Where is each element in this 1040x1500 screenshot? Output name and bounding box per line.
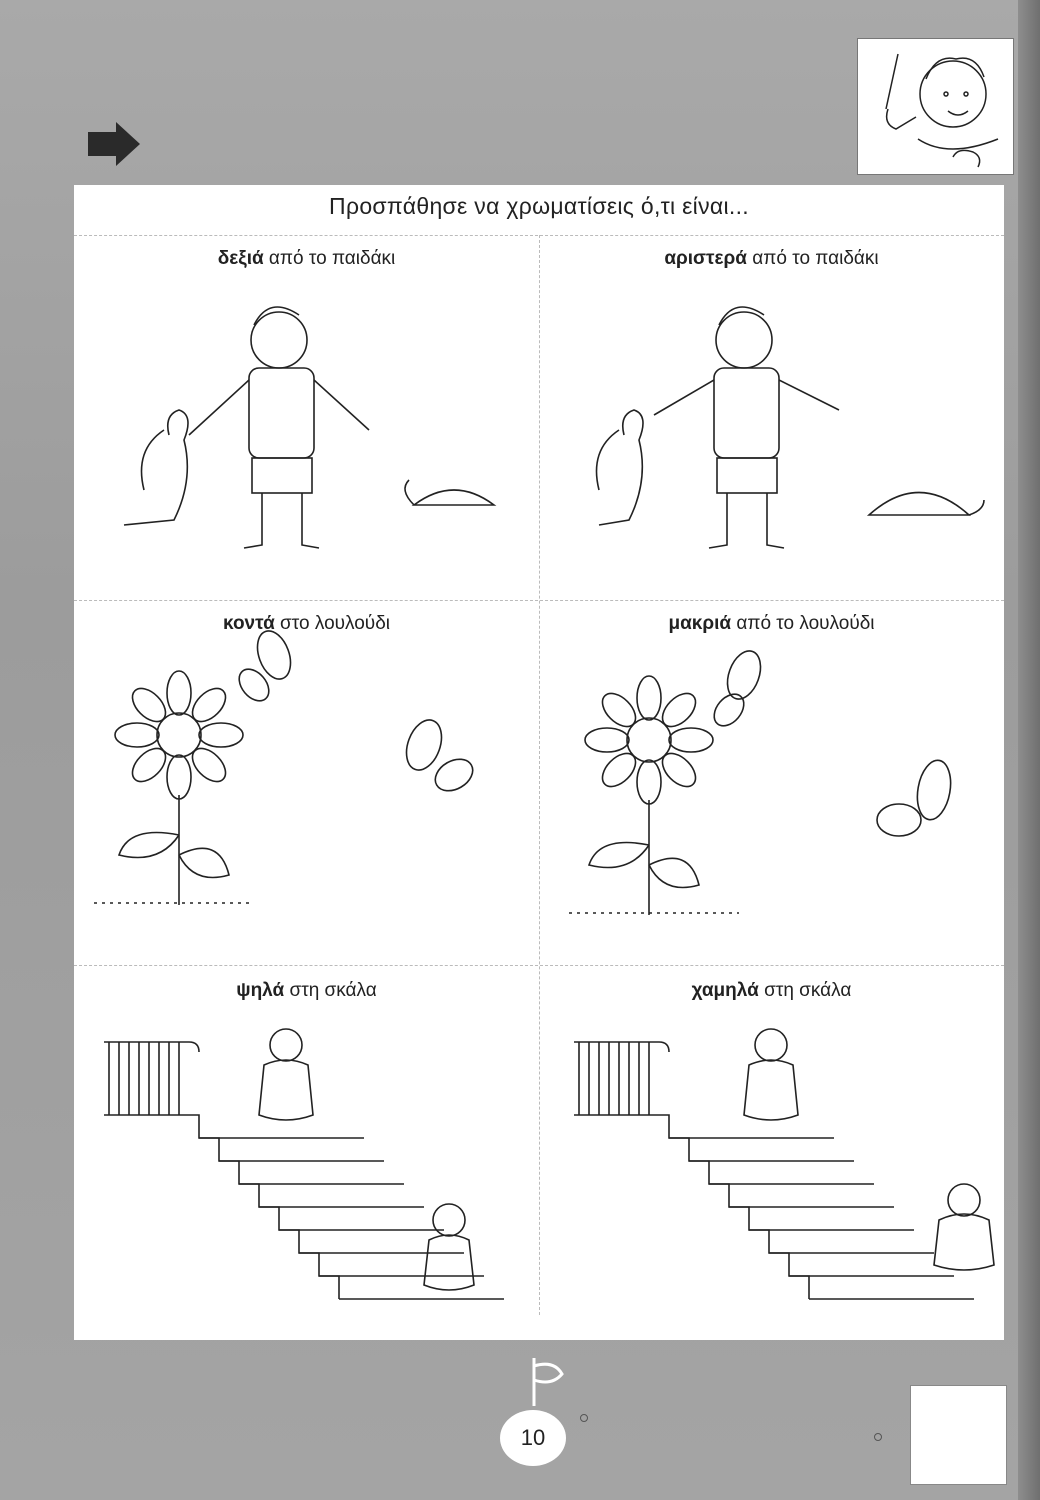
flag-icon xyxy=(526,1358,566,1408)
corner-box xyxy=(910,1385,1007,1485)
arrow-right-icon xyxy=(88,122,140,166)
stairs-children-illustration xyxy=(539,970,1004,1330)
page-number: 10 xyxy=(500,1410,566,1466)
decorative-dot xyxy=(580,1414,588,1422)
worksheet xyxy=(74,185,1004,1340)
boy-dog-turtle-illustration xyxy=(539,240,1004,600)
panel-high-on-stairs xyxy=(74,970,539,1330)
flower-butterflies-illustration xyxy=(74,605,539,965)
child-with-pencil-icon xyxy=(857,38,1014,175)
panel-far-from-flower xyxy=(539,605,1004,965)
flower-butterflies-illustration xyxy=(539,605,1004,965)
panel-low-on-stairs xyxy=(539,970,1004,1330)
decorative-dot xyxy=(874,1433,882,1441)
panel-right-of-child xyxy=(74,240,539,600)
panel-caption: μακριά από το λουλούδι xyxy=(668,613,875,634)
book-spine xyxy=(1018,0,1040,1500)
panel-caption: αριστερά από το παιδάκι xyxy=(664,248,879,269)
panel-caption: δεξιά από το παιδάκι xyxy=(217,248,396,269)
page-title: Προσπάθησε να χρωματίσεις ό,τι είναι... xyxy=(329,193,749,219)
panel-caption: κοντά στο λουλούδι xyxy=(222,613,390,634)
boy-dog-turtle-illustration xyxy=(74,240,539,600)
stairs-children-illustration xyxy=(74,970,539,1330)
panel-caption: ψηλά στη σκάλα xyxy=(236,980,377,1001)
panel-caption: χαμηλά στη σκάλα xyxy=(691,980,852,1001)
panel-left-of-child xyxy=(539,240,1004,600)
panel-near-flower xyxy=(74,605,539,965)
